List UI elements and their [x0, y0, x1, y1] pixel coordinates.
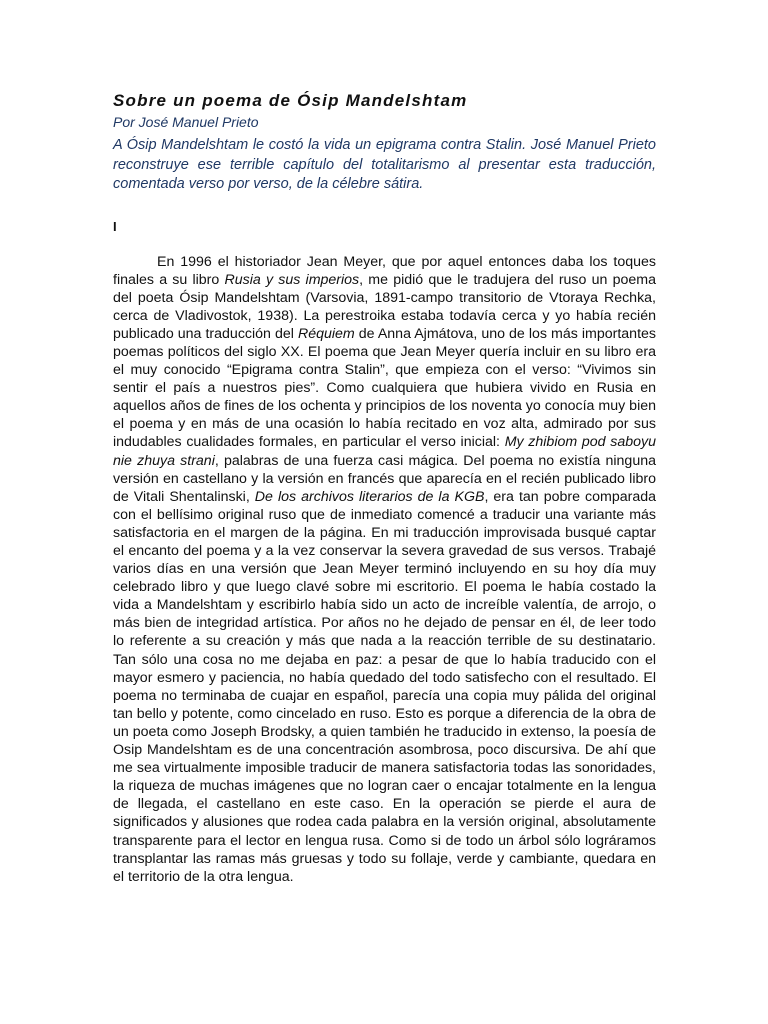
- body-text-run: , me pidió que le tradujera del ruso un poema del poeta Ósip Mandelshtam (Varsovia, 1891-campo transitorio de Vtoraya Rechka, cerca de Vladivostok, 1938). La perestroika estaba todavía cerca y yo había recién publicado una traducción del: [113, 271, 656, 342]
- body-text-run: En 1996 el historiador Jean Meyer, que por aquel entonces daba los toques finales a su libro: [113, 253, 656, 288]
- article-lede: A Ósip Mandelshtam le costó la vida un epigrama contra Stalin. José Manuel Prieto reconstruye ese terrible capítulo del totalitarismo al presentar esta traducción, comentada verso por verso, de la célebre sátira.: [113, 137, 656, 192]
- book-title-rusia: Rusia y sus imperios: [224, 271, 360, 288]
- work-title-requiem: Réquiem: [297, 325, 355, 342]
- body-paragraph: [113, 253, 656, 886]
- body-text-run: , palabras de una fuerza casi mágica. Del poema no existía ninguna versión en castellano y la versión en francés que aparecía en el recién publicado libro de Vitali Shentalinski,: [113, 452, 656, 505]
- body-text-run: , era tan pobre comparada con el bellísimo original ruso que de inmediato comencé a traducir una variante más satisfactoria en el margen de la página. En mi traducción improvisada busqué captar el encanto del poema y a la vez conservar la severa gravedad de sus versos. Trabajé varios días en una versión que Jean Meyer terminó incluyendo en su hoy día muy celebrado libro y que luego clavé sobre mi escritorio. El poema le había costado la vida a Mandelshtam y escribirlo había sido un acto de increíble valentía, de arrojo, o más bien de integridad artística. Por años no he dejado de pensar en él, de leer todo lo referente a su creación y más que nada a la reacción terrible de su destinatario. Tan sólo una cosa no me dejaba en paz: a pesar de que lo había traducido con el mayor esmero y paciencia, no había quedado del todo satisfecho con el resultado. El poema no terminaba de cuajar en español, parecía una copia muy pálida del original tan bello y potente, como cincelado en ruso. Esto es porque a diferencia de la obra de un poeta como Joseph Brodsky, a quien también he traducido in extenso, la poesía de Osip Mandelshtam es de una concentración asombrosa, poco discursiva. De ahí que me sea virtualmente imposible traducir de manera satisfactoria todas las sonoridades, la riqueza de muchas imágenes que no logran caer o encajar totalmente en la lengua de llegada, el castellano en este caso. En la operación se pierde el aura de significados y alusiones que rodea cada palabra en la versión original, absolutamente transparente para el lector en lengua rusa. Como si de todo un árbol sólo lográramos transplantar las ramas más gruesas y todo su follaje, verde y cambiante, quedara en el territorio de la otra lengua.: [113, 488, 656, 885]
- article-byline: Por José Manuel Prieto: [113, 114, 259, 130]
- document-page: [113, 90, 656, 886]
- body-text-run: de Anna Ajmátova, uno de los más importantes poemas políticos del siglo XX. El poema que Jean Meyer quería incluir en su libro era el muy conocido “Epigrama contra Stalin”, que empieza con el verso: “Vivimos sin sentir el país a nuestros pies”. Como cualquiera que hubiera vivido en Rusia en aquellos años de fines de los ochenta y principios de los noventa yo conocía muy bien el poema y en más de una ocasión lo había recitado en voz alta, admirado por sus indudables cualidades formales, en particular el verso inicial:: [113, 325, 656, 451]
- section-numeral: I: [113, 218, 117, 234]
- article-title: Sobre un poema de Ósip Mandelshtam: [113, 91, 468, 110]
- russian-verse-quote: My zhibiom pod saboyu nie zhuya strani: [113, 434, 656, 469]
- book-title-kgb: De los archivos literarios de la KGB: [254, 488, 485, 505]
